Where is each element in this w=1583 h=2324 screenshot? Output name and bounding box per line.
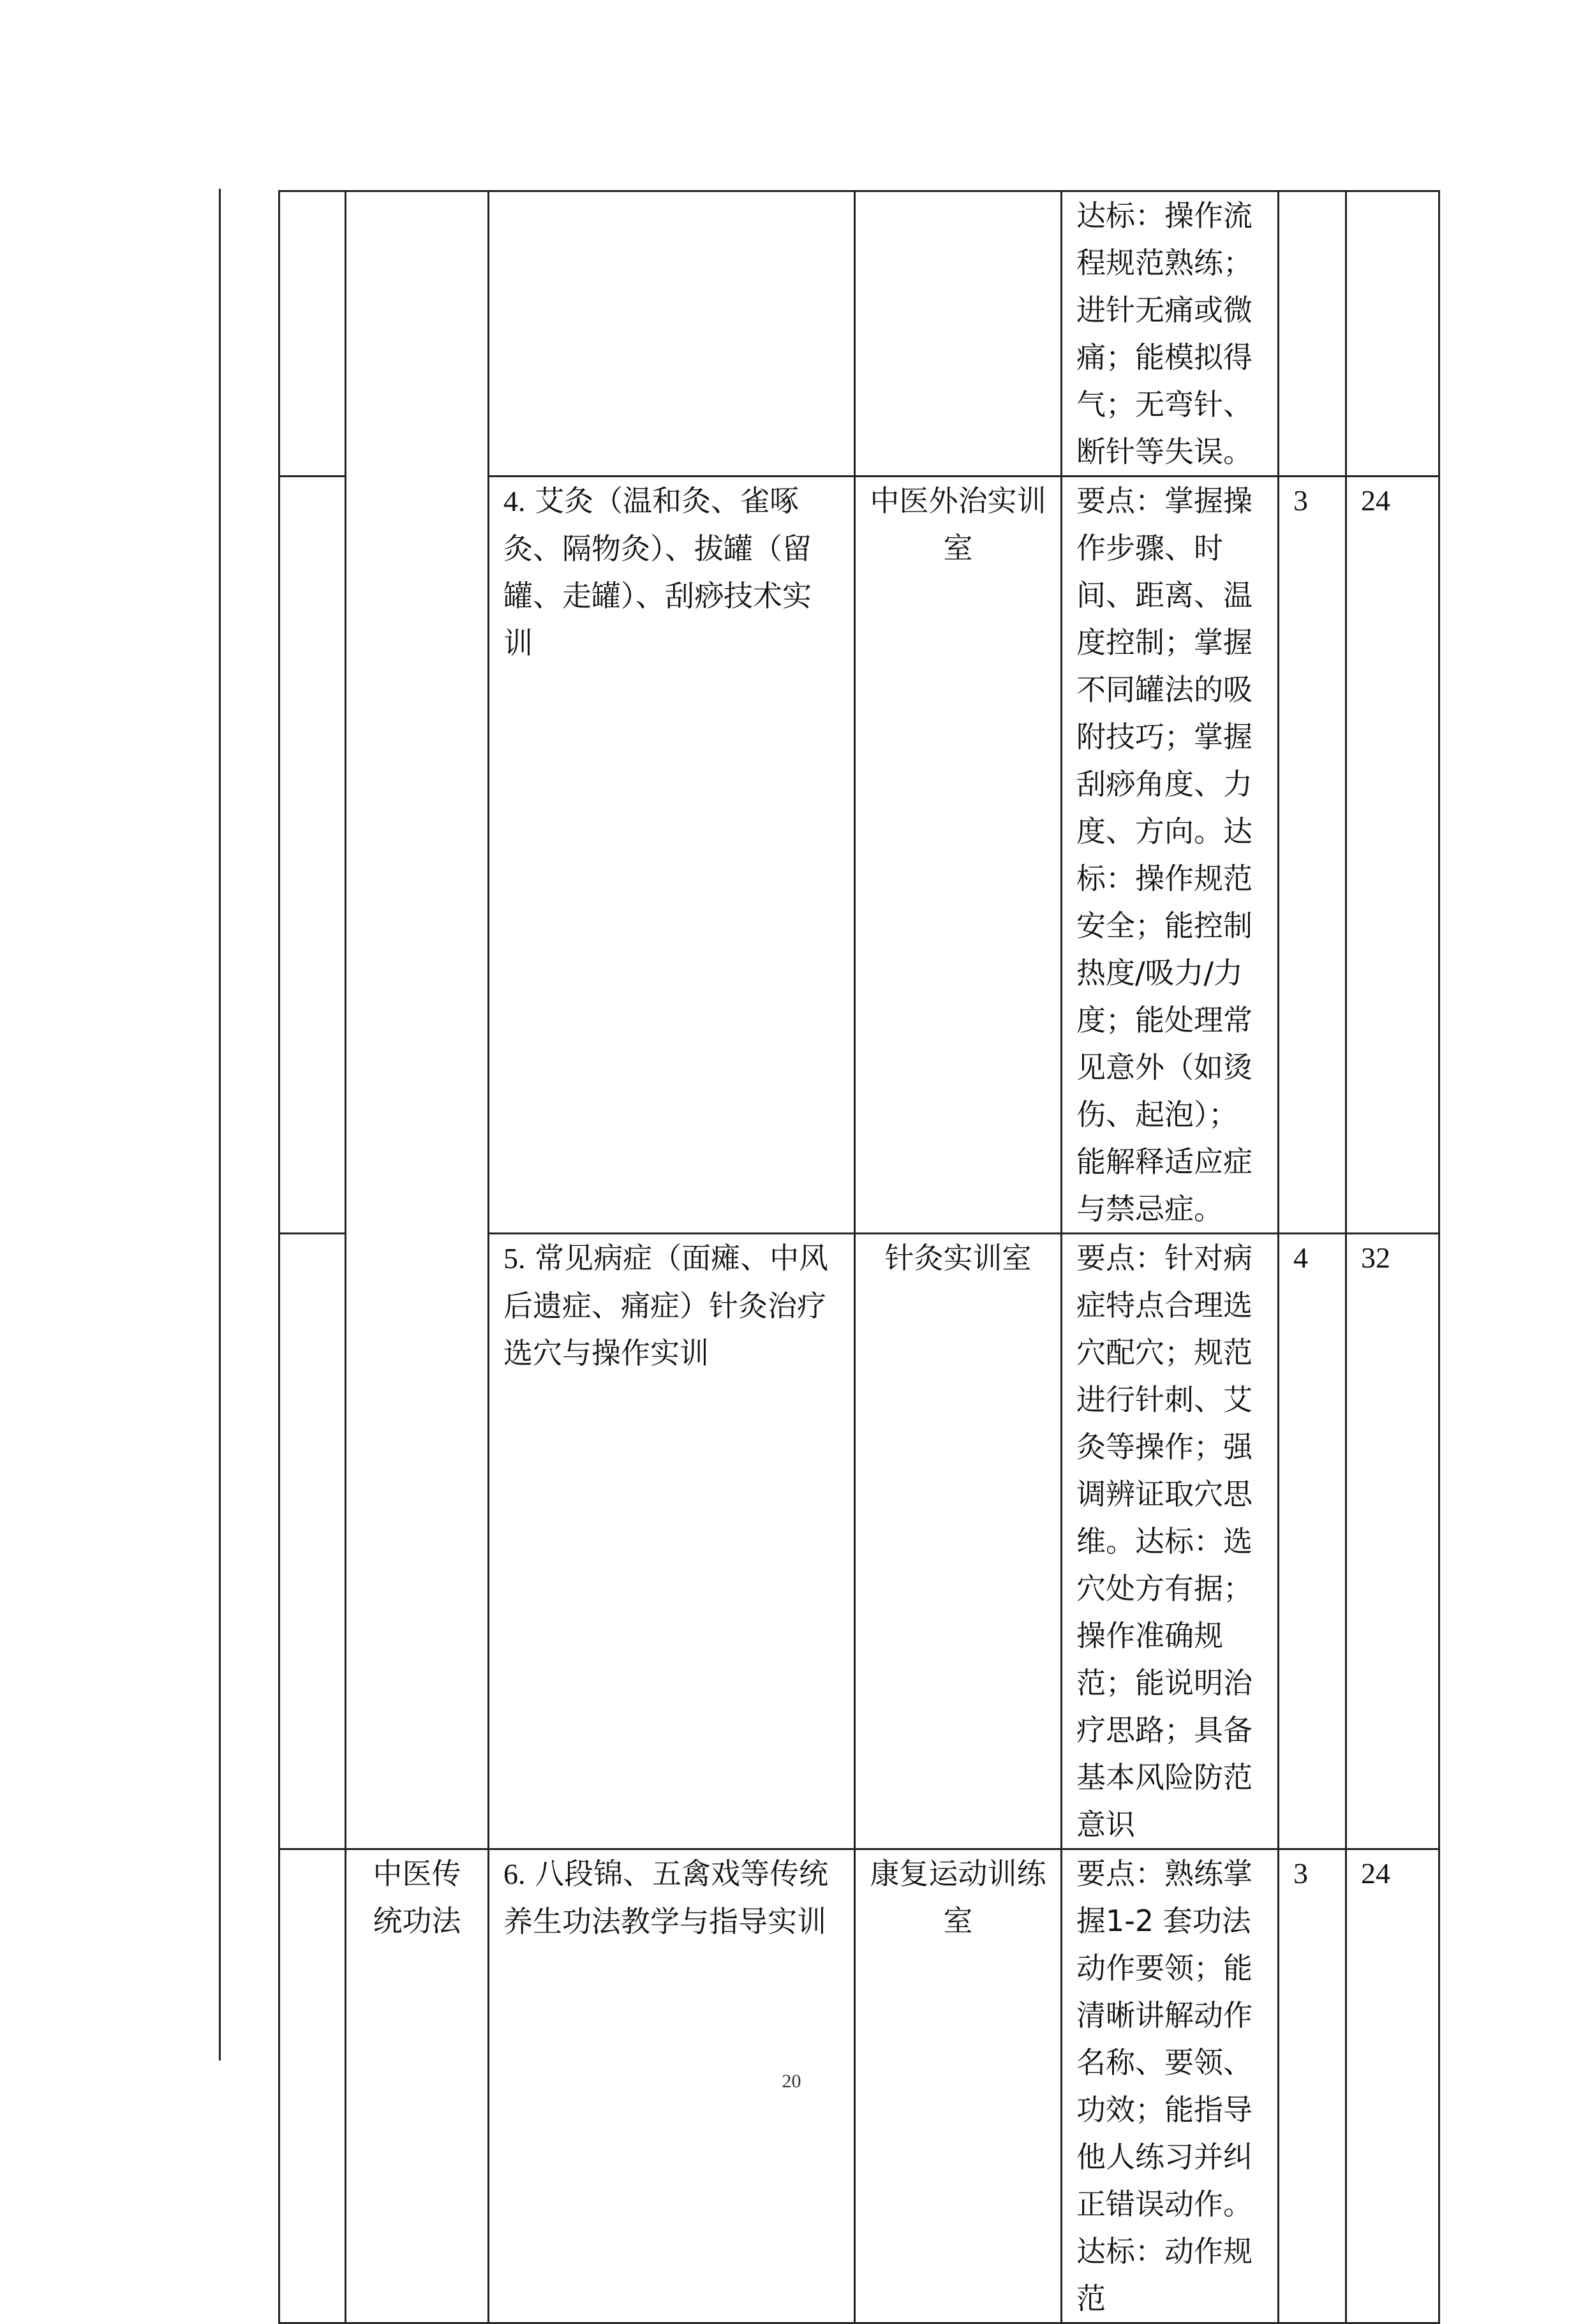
hours-cell	[1346, 191, 1439, 477]
seq-cell	[279, 477, 346, 1234]
hours-cell: 24	[1346, 477, 1439, 1234]
requirements-cell: 要点：掌握操作步骤、时间、距离、温度控制；掌握不同罐法的吸附技巧；掌握刮痧角度、力度、方向。达标：操作规范安全；能控制热度/吸力/力度；能处理常见意外（如烫伤、起泡）；能解释适应症与禁忌症。	[1062, 477, 1279, 1234]
item-content: 八段锦、五禽戏等传统养生功法教学与指导实训	[503, 1856, 829, 1939]
item-number: 6.	[503, 1858, 526, 1890]
module-cell: 中医传统功法	[346, 1849, 489, 2323]
location-cell: 针灸实训室	[855, 1234, 1062, 1849]
item-content: 艾灸（温和灸、雀啄灸、隔物灸）、拔罐（留罐、走罐）、刮痧技术实训	[503, 484, 812, 660]
weeks-cell: 3	[1279, 477, 1346, 1234]
weeks-cell	[1279, 191, 1346, 477]
hours-cell: 32	[1346, 1234, 1439, 1849]
location-cell	[855, 191, 1062, 477]
training-table	[278, 190, 1440, 2324]
table-row	[279, 191, 1439, 477]
location-cell: 康复运动训练室	[855, 1849, 1062, 2323]
weeks-cell: 3	[1279, 1849, 1346, 2323]
item-number: 5.	[503, 1242, 526, 1275]
content-cell	[489, 1234, 855, 1849]
content-cell	[489, 191, 855, 477]
margin-line	[219, 189, 221, 2061]
requirements-cell: 要点：针对病症特点合理选穴配穴；规范进行针刺、艾灸等操作；强调辨证取穴思维。达标：选穴处方有据；操作准确规范；能说明治疗思路；具备基本风险防范意识	[1062, 1234, 1279, 1849]
item-number: 4.	[503, 485, 526, 517]
location-cell: 中医外治实训室	[855, 477, 1062, 1234]
page-number: 20	[782, 2071, 801, 2092]
seq-cell	[279, 191, 346, 477]
seq-cell	[279, 1234, 346, 1849]
requirements-cell: 要点：熟练掌握1-2 套功法动作要领；能清晰讲解动作名称、要领、功效；能指导他人练习并纠正错误动作。达标：动作规范	[1062, 1849, 1279, 2323]
hours-cell: 24	[1346, 1849, 1439, 2323]
item-content: 常见病症（面瘫、中风后遗症、痛症）针灸治疗选穴与操作实训	[503, 1241, 829, 1370]
requirements-cell: 达标：操作流程规范熟练；进针无痛或微痛；能模拟得气；无弯针、断针等失误。	[1062, 191, 1279, 477]
module-cell	[346, 191, 489, 1849]
content-cell	[489, 477, 855, 1234]
weeks-cell: 4	[1279, 1234, 1346, 1849]
